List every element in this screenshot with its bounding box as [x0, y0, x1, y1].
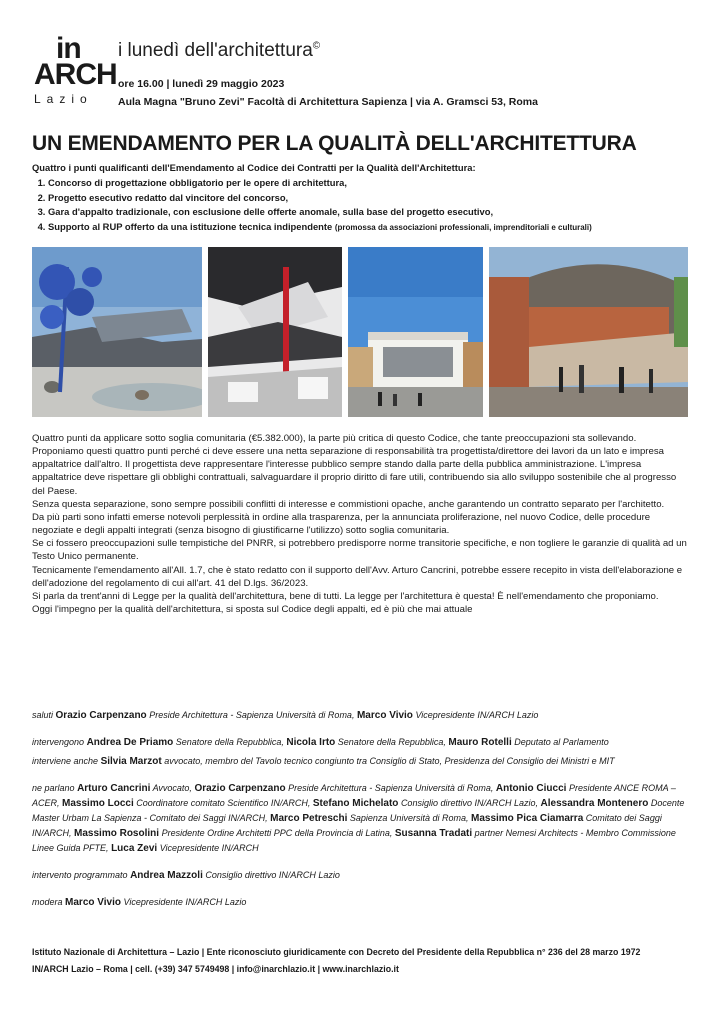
point-text-4: Supporto al RUP offerto da una istituzione tecnica indipendente	[48, 220, 333, 232]
interviene-line	[32, 754, 692, 769]
speaker-role: Senatore della Repubblica,	[175, 737, 284, 747]
interviene-label: interviene anche	[32, 756, 99, 766]
paragraph-7: Si parla da trent'anni di Legge per la qualità dell'architettura, bene di tutti. La legge per l'architettura è questa! È nell'emendamento che proponiamo.	[32, 590, 659, 602]
point-item-2	[48, 191, 592, 206]
speaker-name: Massimo Rosolini	[74, 828, 160, 839]
saluti-line	[32, 708, 692, 723]
paragraph-2: Proponiamo questi quattro punti perché ci deve essere una netta separazione di responsabilità tra progettista/direttore dei lavori da un lato e impresa appaltatrice dall'altro. Il progettista deve rappresentare l'interesse pubblico sempre stando dalla parte della pubblica amministrazione. L'impresa appaltatrice deve rispettare gli obblighi contrattuali, salvaguardare il proprio diritto di fare utili, contribuendo sia allo sviluppo sostenibile che al progresso del Paese.	[32, 446, 677, 497]
ne-parlano-label: ne parlano	[32, 783, 75, 793]
point-item-3	[48, 205, 592, 220]
speaker-role: Docente Master Urbam La Sapienza - Comitato dei Saggi IN/ARCH,	[32, 798, 685, 823]
speaker-role: Vicepresidente IN/ARCH Lazio	[123, 897, 247, 907]
footer-line-1: Istituto Nazionale di Architettura – Lazio | Ente riconosciuto giuridicamente con Decreto del Presidente della Repubblica n° 236 del 28 marzo 1972	[32, 947, 641, 957]
speaker-name: Massimo Locci	[62, 798, 134, 809]
speaker-name: Marco Vivio	[356, 710, 413, 721]
paragraph-4: Da più parti sono infatti emerse notevoli perplessità in ordine alla trasparenza, per la annunciata proliferazione, nel nuovo Codice, delle procedure negoziate e degli appalti integrati (senza bisogno di giustificarne l'utilizzo) sotto soglia comunitaria.	[32, 511, 651, 537]
point-item-1	[48, 176, 592, 191]
logo-line-2: ARCH	[34, 58, 117, 91]
event-date-time: ore 16.00 | lunedì 29 maggio 2023	[118, 78, 285, 90]
point-text-3: Gara d'appalto tradizionale, con esclusione delle offerte anomale, sulla base del progetto esecutivo,	[48, 206, 494, 217]
paragraph-5: Se ci fossero preoccupazioni sulle tempistiche del PNRR, si potrebbero predisporre norme transitorie specifiche, e non togliere le garanzie di qualità ad un Testo Unico permanente.	[32, 538, 687, 563]
speaker-name: Massimo Pica Ciamarra	[470, 813, 584, 824]
speaker-name: Marco Vivio	[65, 897, 121, 908]
speaker-role: Deputato al Parlamento	[514, 737, 609, 747]
speaker-role: Comitato dei Saggi IN/ARCH,	[32, 813, 662, 838]
saluti-label: saluti	[32, 710, 54, 720]
body-text	[32, 432, 688, 616]
point-text-1: Concorso di progettazione obbligatorio per le opere di architettura,	[48, 177, 347, 188]
speaker-role: Vicepresidente IN/ARCH	[159, 843, 259, 853]
speaker-role: Avvocato,	[152, 783, 192, 793]
speaker-role: Senatore della Repubblica,	[337, 737, 446, 747]
speaker-role: avvocato, membro del Tavolo tecnico congiunto tra Consiglio di Stato, Presidenza del Consiglio dei Ministri e MIT	[164, 756, 615, 766]
speaker-name: Luca Zevi	[111, 843, 158, 854]
speaker-name: Andrea Mazzoli	[130, 870, 203, 881]
speaker-role: Consiglio direttivo IN/ARCH Lazio,	[400, 798, 538, 808]
paragraph-8: Oggi l'impegno per la qualità dell'architettura, si sposta sul Codice degli appalti, ed è più che mai attuale	[32, 604, 473, 616]
speaker-name: Orazio Carpenzano	[194, 783, 286, 794]
speaker-role: Presidente ANCE ROMA – ACER,	[32, 783, 676, 808]
speaker-role: Presidente Ordine Architetti PPC della Provincia di Latina,	[161, 828, 393, 838]
intervengono-line	[32, 735, 692, 750]
speaker-name: Susanna Tradati	[394, 828, 473, 839]
speaker-role: Coordinatore comitato Scientifico IN/ARCH,	[136, 798, 311, 808]
intro-text: Quattro i punti qualificanti dell'Emendamento al Codice dei Contratti per la Qualità dell'Architettura:	[32, 162, 476, 173]
inarch-lazio-logo	[30, 32, 117, 110]
speaker-role: Consiglio direttivo IN/ARCH Lazio	[205, 870, 340, 880]
series-title	[118, 40, 320, 62]
point-item-4	[48, 220, 592, 236]
paragraph-3: Senza questa separazione, sono sempre possibili conflitti di interesse e commistioni opache, anche garantendo un contratto separato per l'architetto.	[32, 498, 665, 510]
point-text-2: Progetto esecutivo redatto dal vincitore del concorso,	[48, 191, 289, 203]
modera-label: modera	[32, 897, 63, 907]
speaker-role: Sapienza Università di Roma,	[349, 813, 469, 823]
photo-maxxi-interior	[208, 247, 342, 417]
intervengono-label: intervengono	[32, 737, 85, 747]
series-mark: ©	[312, 40, 321, 52]
speaker-role: Vicepresidente IN/ARCH Lazio	[415, 710, 539, 720]
programmato-line	[32, 868, 692, 883]
paragraph-1: Quattro punti da applicare sotto soglia comunitaria (€5.382.000), la parte più critica di questo Codice, che tante preoccupazioni sta sollevando.	[32, 433, 637, 444]
speaker-name: Antonio Ciucci	[495, 783, 567, 794]
speaker-name: Orazio Carpenzano	[55, 710, 147, 721]
modera-line	[32, 895, 692, 910]
speakers-section	[32, 708, 692, 922]
point-4-note: (promossa da associazioni professionali, imprenditoriali e culturali)	[334, 222, 592, 232]
speaker-name: Arturo Cancrini	[77, 783, 151, 794]
page-title: UN EMENDAMENTO PER LA QUALITÀ DELL'ARCHITETTURA	[32, 132, 637, 155]
speaker-name: Silvia Marzot	[100, 756, 162, 767]
footer	[32, 944, 640, 978]
speaker-role: Preside Architettura - Sapienza Università di Roma,	[149, 710, 355, 720]
logo-line-3: Lazio	[34, 92, 93, 106]
ne-parlano-line	[32, 781, 692, 856]
speaker-name: Stefano Michelato	[312, 798, 399, 809]
speaker-role: partner Nemesi Architects - Membro Commissione Linee Guida PFTE,	[32, 828, 676, 853]
programmato-label: intervento programmato	[32, 870, 128, 880]
footer-line-2: IN/ARCH Lazio – Roma | cell. (+39) 347 5749498 | info@inarchlazio.it | www.inarchlazio.it	[32, 964, 399, 974]
speaker-role: Preside Architettura - Sapienza Università di Roma,	[288, 783, 494, 793]
photo-auditorium	[489, 247, 688, 417]
series-title-text: i lunedì dell'architettura	[118, 40, 313, 61]
event-venue: Aula Magna "Bruno Zevi" Facoltà di Architettura Sapienza | via A. Gramsci 53, Roma	[118, 96, 538, 108]
speaker-name: Alessandra Montenero	[540, 798, 649, 809]
speaker-name: Andrea De Priamo	[86, 737, 174, 748]
speaker-name: Mauro Rotelli	[448, 737, 512, 748]
logo-line-1: in	[56, 32, 81, 65]
points-list	[32, 176, 592, 235]
paragraph-6: Tecnicamente l'emendamento all'All. 1.7, che è stato redatto con il supporto dell'Avv. Arturo Cancrini, potrebbe essere recepito in vista dell'elaborazione e dell'adozione del regolamento di cui all'art. 41 del D.lgs. 36/2023.	[32, 564, 683, 589]
speaker-name: Marco Petreschi	[270, 813, 348, 824]
photo-maxxi-museum	[32, 247, 202, 417]
photo-ara-pacis	[348, 247, 483, 417]
speaker-name: Nicola Irto	[286, 737, 336, 748]
